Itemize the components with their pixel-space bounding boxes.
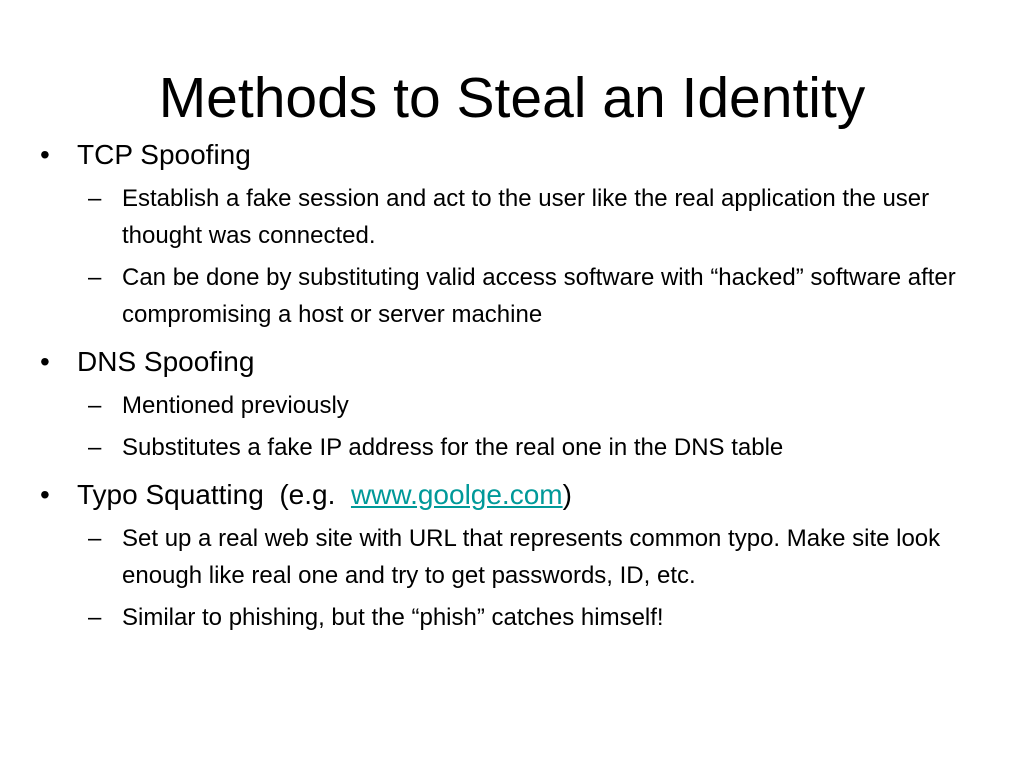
slide-title: Methods to Steal an Identity <box>158 66 866 130</box>
sub-bullet-item <box>30 599 1005 636</box>
bullet-item-typo-squatting <box>30 476 1005 514</box>
bullet-list <box>30 136 1005 636</box>
example-url-link[interactable]: www.goolge.com <box>350 479 563 510</box>
bullet-icon: • <box>40 346 50 377</box>
dash-icon: – <box>88 392 102 419</box>
dash-icon: – <box>88 264 102 291</box>
dash-icon: – <box>88 525 102 552</box>
bullet-item-dns-spoofing <box>30 343 1005 381</box>
bullet-icon: • <box>40 479 50 510</box>
sub-bullet-text: Can be done by substituting valid access software with “hacked” software after compromising a host or server machine <box>122 264 956 328</box>
sub-bullet-text: Establish a fake session and act to the user like the real application the user thought was connected. <box>122 185 930 249</box>
sub-bullet-text: Mentioned previously <box>122 392 349 419</box>
bullet-label: TCP Spoofing <box>77 139 251 170</box>
sub-bullet-text: Substitutes a fake IP address for the real one in the DNS table <box>122 434 784 461</box>
dash-icon: – <box>88 434 102 461</box>
bullet-item-tcp-spoofing <box>30 136 1005 174</box>
bullet-label-prefix: Typo Squatting (e.g. <box>77 479 351 510</box>
bullet-icon: • <box>40 139 50 170</box>
dash-icon: – <box>88 604 102 631</box>
sub-bullet-item <box>30 180 1005 254</box>
sub-bullet-text: Set up a real web site with URL that represents common typo. Make site look enough like real one and try to get passwords, ID, etc. <box>122 525 941 589</box>
sub-bullet-text: Similar to phishing, but the “phish” catches himself! <box>122 604 664 631</box>
bullet-label-suffix: ) <box>562 479 572 510</box>
sub-bullet-item <box>30 429 1005 466</box>
sub-bullet-item <box>30 387 1005 424</box>
bullet-label: DNS Spoofing <box>77 346 255 377</box>
sub-bullet-item <box>30 520 1005 594</box>
sub-bullet-item <box>30 259 1005 333</box>
dash-icon: – <box>88 185 102 212</box>
